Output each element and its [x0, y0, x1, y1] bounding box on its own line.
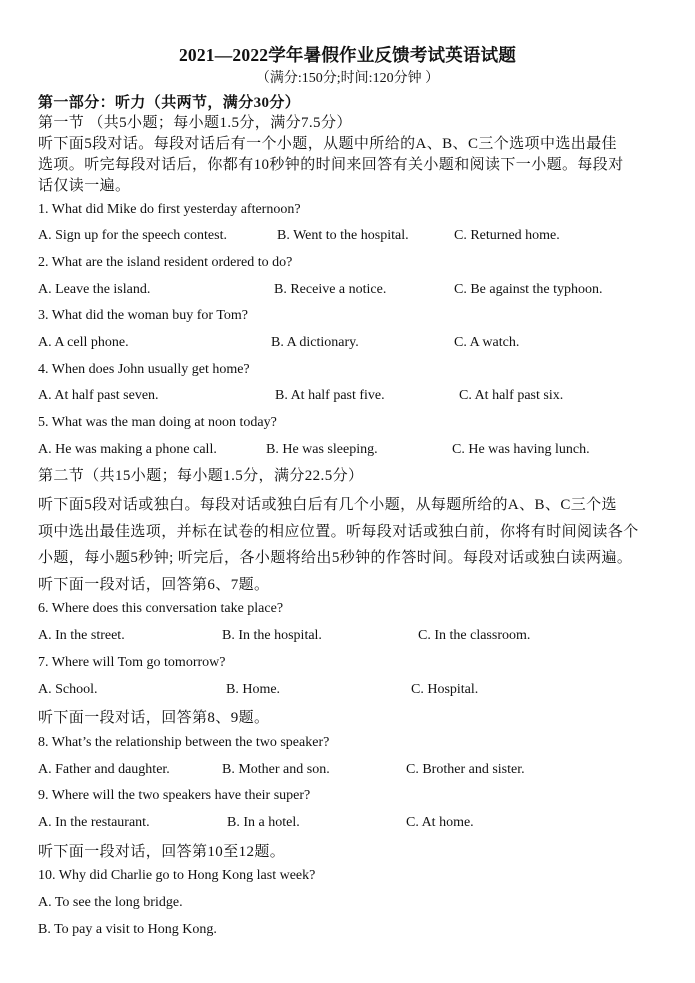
q3-option-a: A. A cell phone. [38, 335, 129, 350]
section1-instruction-line: 话仅读一遍。 [38, 178, 131, 194]
question-6: 6. Where does this conversation take place? [38, 601, 284, 616]
q2-option-c: C. Be against the typhoon. [454, 282, 603, 297]
section1-instruction-line: 听下面5段对话。每段对话后有一个小题，从题中所给的A、B、C三个选项中选出最佳 [38, 136, 617, 152]
q7-option-b: B. Home. [226, 682, 281, 697]
q2-option-a: A. Leave the island. [38, 282, 151, 297]
prompt-q6-q7: 听下面一段对话，回答第6、7题。 [38, 577, 270, 593]
section2-instruction-line: 项中选出最佳选项，并标在试卷的相应位置。听每段对话或独白前，你将有时间阅读各个 [38, 524, 639, 540]
q2-option-b: B. Receive a notice. [274, 282, 387, 297]
q8-option-c: C. Brother and sister. [406, 762, 525, 777]
question-2: 2. What are the island resident ordered to do? [38, 255, 293, 270]
question-10: 10. Why did Charlie go to Hong Kong last week? [38, 868, 316, 883]
question-1: 1. What did Mike do first yesterday afternoon? [38, 202, 301, 217]
q3-option-b: B. A dictionary. [271, 335, 359, 350]
question-9: 9. Where will the two speakers have their super? [38, 788, 311, 803]
q9-option-b: B. In a hotel. [227, 815, 300, 830]
q1-option-a: A. Sign up for the speech contest. [38, 228, 227, 243]
q1-option-b: B. Went to the hospital. [277, 228, 409, 243]
q7-option-c: C. Hospital. [411, 682, 479, 697]
q4-option-a: A. At half past seven. [38, 388, 159, 403]
question-3: 3. What did the woman buy for Tom? [38, 308, 249, 323]
prompt-q10-q12: 听下面一段对话，回答第10至12题。 [38, 844, 286, 860]
exam-subtitle: （满分:150分;时间:120分钟 ） [255, 71, 440, 86]
q5-option-c: C. He was having lunch. [452, 442, 590, 457]
q4-option-b: B. At half past five. [275, 388, 385, 403]
q8-option-a: A. Father and daughter. [38, 762, 170, 777]
q6-option-b: B. In the hospital. [222, 628, 322, 643]
question-5: 5. What was the man doing at noon today? [38, 415, 277, 430]
section2-heading: 第二节（共15小题；每小题1.5分，满分22.5分） [38, 468, 364, 484]
q1-option-c: C. Returned home. [454, 228, 560, 243]
part1-heading: 第一部分：听力（共两节，满分30分） [38, 95, 301, 111]
exam-title: 2021—2022学年暑假作业反馈考试英语试题 [178, 45, 517, 65]
q5-option-b: B. He was sleeping. [266, 442, 378, 457]
question-7: 7. Where will Tom go tomorrow? [38, 655, 226, 670]
q3-option-c: C. A watch. [454, 335, 520, 350]
question-4: 4. When does John usually get home? [38, 362, 250, 377]
q4-option-c: C. At half past six. [459, 388, 564, 403]
q5-option-a: A. He was making a phone call. [38, 442, 217, 457]
q9-option-c: C. At home. [406, 815, 474, 830]
section2-instruction-line: 小题，每小题5秒钟; 听完后，各小题将给出5秒钟的作答时间。每段对话或独白读两遍。 [38, 550, 633, 566]
section1-instruction-line: 选项。听完每段对话后，你都有10秒钟的时间来回答有关小题和阅读下一小题。每段对 [38, 157, 624, 173]
prompt-q8-q9: 听下面一段对话，回答第8、9题。 [38, 710, 270, 726]
q8-option-b: B. Mother and son. [222, 762, 330, 777]
q10-option-b: B. To pay a visit to Hong Kong. [38, 922, 217, 937]
q9-option-a: A. In the restaurant. [38, 815, 150, 830]
q6-option-c: C. In the classroom. [418, 628, 531, 643]
q10-option-a: A. To see the long bridge. [38, 895, 183, 910]
q7-option-a: A. School. [38, 682, 98, 697]
q6-option-a: A. In the street. [38, 628, 125, 643]
question-8: 8. What’s the relationship between the two speaker? [38, 735, 330, 750]
section2-instruction-line: 听下面5段对话或独白。每段对话或独白后有几个小题，从每题所给的A、B、C三个选 [38, 497, 617, 513]
section1-heading: 第一节 （共5小题；每小题1.5分，满分7.5分） [38, 115, 352, 131]
